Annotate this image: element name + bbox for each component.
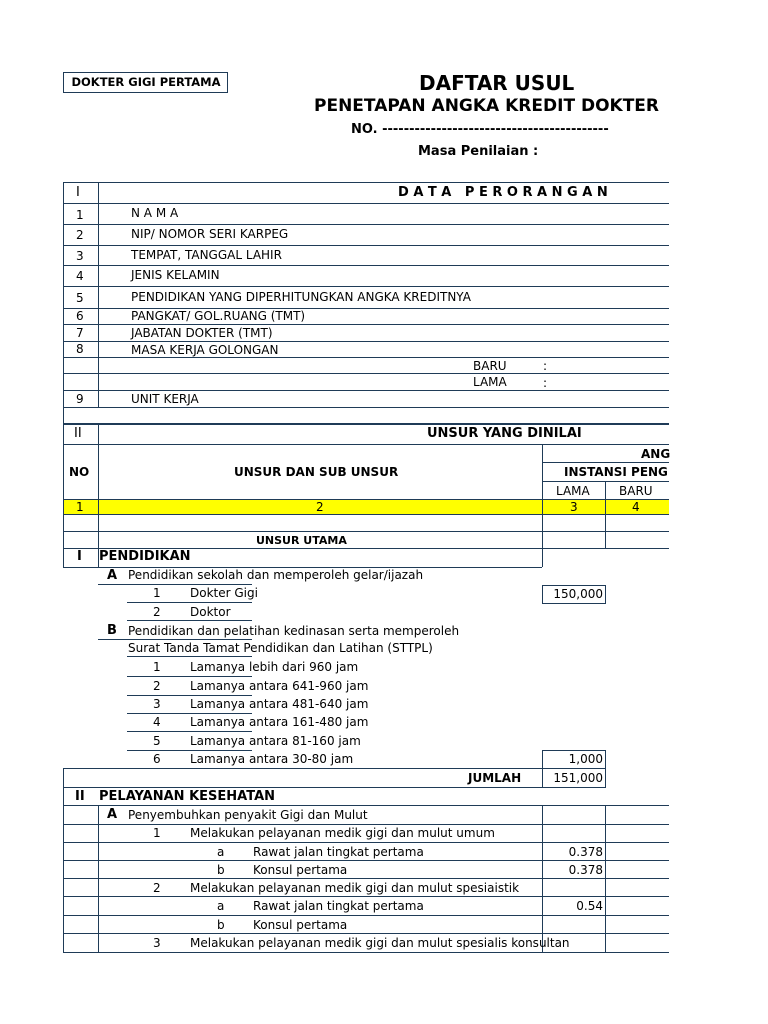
pendidikan-b-text-1: Pendidikan dan pelatihan kedinasan serta memperoleh — [128, 624, 460, 638]
pel-3-no: 3 — [153, 936, 161, 950]
pel-1a-letter: a — [217, 845, 225, 859]
pel-1-text: Melakukan pelayanan medik gigi dan mulut umum — [190, 826, 495, 840]
section-1-number: I — [76, 185, 80, 200]
masa-penilaian: Masa Penilaian : — [418, 144, 539, 159]
pendidikan-b-text-2: Surat Tanda Tamat Pendidikan dan Latihan (STTPL) — [128, 641, 433, 655]
jumlah-value: 151,000 — [553, 771, 603, 785]
row-4-no: 4 — [76, 269, 84, 283]
pb-item-6-value: 1,000 — [568, 752, 603, 766]
pel-3-text: Melakukan pelayanan medik gigi dan mulut spesialis konsultan — [190, 936, 570, 950]
pa-item-2-label: Doktor — [190, 605, 231, 619]
section-2-title: UNSUR YANG DINILAI — [427, 426, 582, 441]
row-2-label: NIP/ NOMOR SERI KARPEG — [131, 227, 289, 241]
pel-2b-text: Konsul pertama — [253, 918, 348, 932]
index-4: 4 — [632, 500, 640, 514]
pa-item-1-value: 150,000 — [553, 587, 603, 601]
baru-label: BARU — [473, 359, 507, 373]
row-9-no: 9 — [76, 392, 84, 406]
baru-column-header: BARU — [619, 484, 653, 498]
pb-item-3-label: Lamanya antara 481-640 jam — [190, 697, 369, 711]
section-2-number: II — [74, 426, 82, 441]
pel-2a-text: Rawat jalan tingkat pertama — [253, 899, 424, 913]
pendidikan-title: PENDIDIKAN — [99, 549, 191, 564]
row-7-label: JABATAN DOKTER (TMT) — [131, 326, 273, 340]
row-7-no: 7 — [76, 326, 84, 340]
unsur-column-header: UNSUR DAN SUB UNSUR — [234, 465, 399, 479]
pb-item-6-no: 6 — [153, 752, 161, 766]
index-3: 3 — [570, 500, 578, 514]
pel-2-text: Melakukan pelayanan medik gigi dan mulut spesiaistik — [190, 881, 520, 895]
pb-item-5-label: Lamanya antara 81-160 jam — [190, 734, 361, 748]
pendidikan-a-text: Pendidikan sekolah dan memperoleh gelar/ijazah — [128, 568, 424, 582]
lama-colon: : — [543, 376, 548, 390]
row-5-label: PENDIDIKAN YANG DIPERHITUNGKAN ANGKA KREDITNYA — [131, 290, 471, 304]
row-4-label: JENIS KELAMIN — [131, 268, 220, 282]
row-6-label: PANGKAT/ GOL.RUANG (TMT) — [131, 309, 306, 323]
document-number: NO. ------------------------------------------ — [351, 122, 609, 137]
row-3-label: TEMPAT, TANGGAL LAHIR — [131, 248, 282, 262]
pelayanan-number: II — [75, 789, 85, 804]
jumlah-row — [63, 768, 606, 788]
pelayanan-a-letter: A — [107, 807, 118, 822]
index-1: 1 — [76, 500, 84, 514]
pelayanan-title: PELAYANAN KESEHATAN — [99, 789, 276, 804]
jumlah-label: JUMLAH — [468, 771, 522, 785]
row-9-label: UNIT KERJA — [131, 392, 199, 406]
row-6-no: 6 — [76, 309, 84, 323]
index-row-highlight — [64, 499, 669, 514]
section-1-title: D A T A P E R O R A N G A N — [398, 185, 608, 200]
unsur-utama-label: UNSUR UTAMA — [256, 534, 347, 547]
row-1-label: N A M A — [131, 206, 179, 220]
row-8-label: MASA KERJA GOLONGAN — [131, 343, 279, 357]
page-subtitle: PENETAPAN ANGKA KREDIT DOKTER — [314, 96, 659, 116]
jabatan-badge-text: DOKTER GIGI PERTAMA — [71, 75, 221, 89]
pendidikan-a-letter: A — [107, 568, 118, 583]
pa-item-1-label: Dokter Gigi — [190, 586, 258, 600]
pel-1a-text: Rawat jalan tingkat pertama — [253, 845, 424, 859]
index-2: 2 — [316, 500, 324, 514]
pb-item-3-no: 3 — [153, 697, 161, 711]
no-column-header: NO — [69, 465, 90, 479]
pb-item-6-label: Lamanya antara 30-80 jam — [190, 752, 354, 766]
row-5-no: 5 — [76, 291, 84, 305]
row-3-no: 3 — [76, 249, 84, 263]
pel-1a-value: 0.378 — [568, 845, 603, 859]
pb-item-4-label: Lamanya antara 161-480 jam — [190, 715, 369, 729]
pel-1-no: 1 — [153, 826, 161, 840]
instansi-header: INSTANSI PENG — [564, 465, 668, 479]
pb-item-4-no: 4 — [153, 715, 161, 729]
pa-item-2-no: 2 — [153, 605, 161, 619]
angka-kredit-header: ANG — [641, 447, 671, 461]
pel-1b-letter: b — [217, 863, 225, 877]
pelayanan-a-text: Penyembuhkan penyakit Gigi dan Mulut — [128, 808, 368, 822]
pel-2b-letter: b — [217, 918, 225, 932]
pb-item-1-label: Lamanya lebih dari 960 jam — [190, 660, 359, 674]
pel-2a-letter: a — [217, 899, 225, 913]
row-8-no: 8 — [76, 342, 84, 356]
pb-item-5-no: 5 — [153, 734, 161, 748]
lama-column-header: LAMA — [556, 484, 590, 498]
baru-colon: : — [543, 359, 548, 373]
pel-1b-text: Konsul pertama — [253, 863, 348, 877]
pb-item-1-no: 1 — [153, 660, 161, 674]
pendidikan-b-letter: B — [107, 623, 117, 638]
lama-label: LAMA — [473, 375, 507, 389]
page-title: DAFTAR USUL — [419, 71, 575, 95]
pel-1b-value: 0.378 — [568, 863, 603, 877]
pb-item-2-label: Lamanya antara 641-960 jam — [190, 679, 369, 693]
pel-2-no: 2 — [153, 881, 161, 895]
row-1-no: 1 — [76, 208, 84, 222]
pa-item-1-no: 1 — [153, 586, 161, 600]
pb-item-2-no: 2 — [153, 679, 161, 693]
pendidikan-number: I — [77, 549, 82, 564]
row-2-no: 2 — [76, 228, 84, 242]
pel-2a-value: 0.54 — [576, 899, 603, 913]
